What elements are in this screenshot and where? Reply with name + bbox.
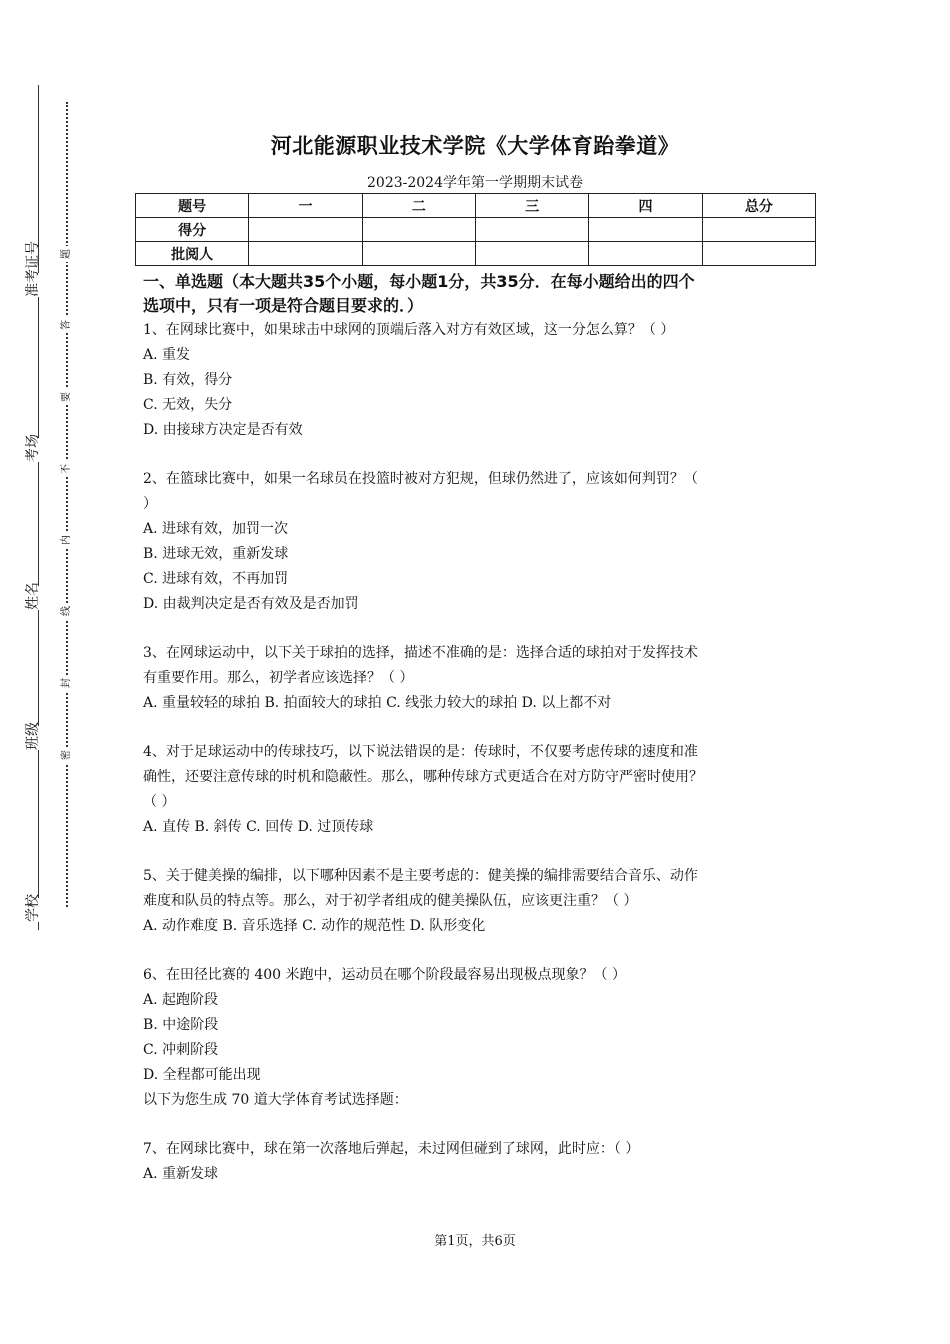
seal-char: 要	[60, 389, 74, 405]
seal-char: 线	[60, 603, 74, 619]
class-label: 班级	[22, 726, 42, 750]
score-col-header: 题号	[136, 194, 249, 218]
question-4-stem: 确性，还要注意传球的时机和隐蔽性。那么，哪种传球方式更适合在对方防守严密时使用？	[143, 769, 703, 785]
exam-room-label: 考场	[22, 438, 42, 462]
question-5-options: A. 动作难度 B. 音乐选择 C. 动作的规范性 D. 队形变化	[143, 918, 486, 934]
section-title: 选项中，只有一项是符合题目要求的．）	[143, 296, 424, 315]
score-col-header: 四	[589, 194, 702, 218]
grader-cell[interactable]	[249, 242, 362, 266]
score-row	[136, 218, 816, 242]
question-7-stem: 7、在网球比赛中，球在第一次落地后弹起，未过网但碰到了球网，此时应：（ ）	[143, 1141, 640, 1157]
question-1-option: A. 重发	[143, 347, 191, 363]
page-footer: 第1页，共6页	[434, 1234, 516, 1249]
question-2-stem: ）	[143, 496, 157, 512]
exam-title: 河北能源职业技术学院《大学体育跆拳道》	[270, 134, 680, 158]
score-cell[interactable]	[702, 218, 815, 242]
seal-char: 内	[60, 532, 74, 548]
score-table	[135, 193, 816, 266]
question-2-stem: 2、在篮球比赛中，如果一名球员在投篮时被对方犯规，但球仍然进了，应该如何判罚？（	[143, 471, 698, 487]
score-row-label: 得分	[136, 218, 249, 242]
question-2-option: B. 进球无效，重新发球	[143, 546, 289, 562]
exam-content	[143, 270, 813, 1187]
exam-number-label: 准考证号	[22, 273, 42, 297]
question-1-option: B. 有效，得分	[143, 372, 233, 388]
grader-cell[interactable]	[702, 242, 815, 266]
seal-char: 密	[60, 747, 74, 763]
question-2-option: D. 由裁判决定是否有效及是否加罚	[143, 596, 359, 612]
score-col-header: 二	[362, 194, 475, 218]
score-col-header: 总分	[702, 194, 815, 218]
question-6-option: A. 起跑阶段	[143, 992, 219, 1008]
question-1-option: C. 无效，失分	[143, 397, 233, 413]
note-line: 以下为您生成 70 道大学体育考试选择题：	[143, 1092, 408, 1108]
question-3-options: A. 重量较轻的球拍 B. 拍面较大的球拍 C. 线张力较大的球拍 D. 以上都不对	[143, 695, 612, 711]
score-table-header-row	[136, 194, 816, 218]
section-title: 一、单选题（本大题共35个小题，每小题1分，共35分．在每小题给出的四个	[143, 272, 695, 291]
binding-margin	[0, 0, 90, 1344]
question-2-option: A. 进球有效，加罚一次	[143, 521, 289, 537]
question-6-option: B. 中途阶段	[143, 1017, 219, 1033]
question-6-stem: 6、在田径比赛的 400 米跑中，运动员在哪个阶段最容易出现极点现象？（ ）	[143, 967, 626, 983]
binding-solid-line	[38, 85, 39, 930]
exam-subtitle: 2023-2024学年第一学期期末试卷	[367, 175, 583, 191]
score-cell[interactable]	[475, 218, 588, 242]
seal-char: 不	[60, 461, 74, 477]
question-3-stem: 有重要作用。那么，初学者应该选择？（ ）	[143, 670, 414, 686]
question-6-option: C. 冲刺阶段	[143, 1042, 219, 1058]
question-1-stem: 1、在网球比赛中，如果球击中球网的顶端后落入对方有效区域，这一分怎么算？（ ）	[143, 322, 675, 338]
name-label: 姓名	[22, 586, 42, 610]
question-1-option: D. 由接球方决定是否有效	[143, 422, 303, 438]
grader-row-label: 批阅人	[136, 242, 249, 266]
question-4-stem: 4、对于足球运动中的传球技巧，以下说法错误的是：传球时，不仅要考虑传球的速度和准	[143, 744, 698, 760]
grader-row	[136, 242, 816, 266]
question-6-option: D. 全程都可能出现	[143, 1067, 261, 1083]
grader-cell[interactable]	[362, 242, 475, 266]
score-col-header: 三	[475, 194, 588, 218]
score-cell[interactable]	[362, 218, 475, 242]
score-cell[interactable]	[589, 218, 702, 242]
school-label: 学校	[22, 898, 42, 922]
grader-cell[interactable]	[475, 242, 588, 266]
question-4-options: A. 直传 B. 斜传 C. 回传 D. 过顶传球	[143, 819, 374, 835]
question-2-option: C. 进球有效，不再加罚	[143, 571, 289, 587]
question-5-stem: 5、关于健美操的编排，以下哪种因素不是主要考虑的：健美操的编排需要结合音乐、动作	[143, 868, 698, 884]
grader-cell[interactable]	[589, 242, 702, 266]
question-3-stem: 3、在网球运动中，以下关于球拍的选择，描述不准确的是：选择合适的球拍对于发挥技术	[143, 645, 698, 661]
question-4-stem: （ ）	[143, 794, 176, 810]
question-5-stem: 难度和队员的特点等。那么，对于初学者组成的健美操队伍，应该更注重？（ ）	[143, 893, 638, 909]
seal-char: 题	[60, 246, 74, 262]
question-7-option: A. 重新发球	[143, 1166, 219, 1182]
seal-char: 封	[60, 675, 74, 691]
seal-char: 答	[60, 317, 74, 333]
score-cell[interactable]	[249, 218, 362, 242]
binding-dotted-line	[66, 102, 68, 907]
score-col-header: 一	[249, 194, 362, 218]
